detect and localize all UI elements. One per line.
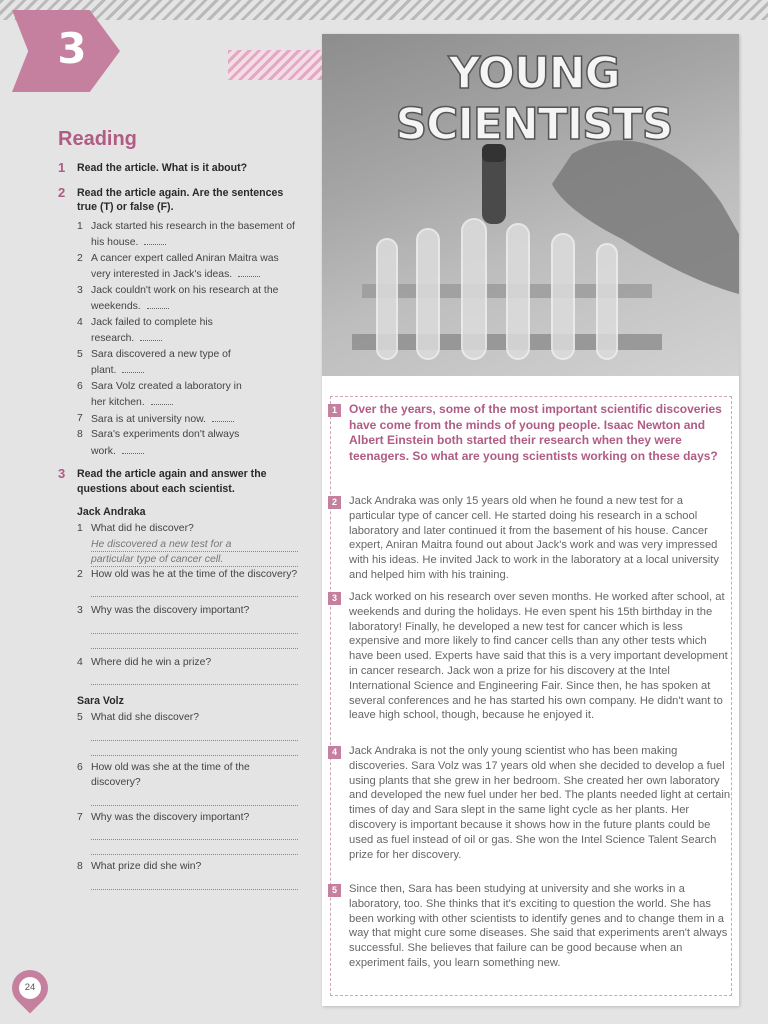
answer-blank[interactable] bbox=[140, 330, 162, 341]
unit-number: 3 bbox=[57, 24, 87, 73]
task-number: 1 bbox=[58, 160, 66, 175]
answer-line[interactable] bbox=[91, 582, 298, 597]
answer-blank[interactable] bbox=[212, 411, 234, 422]
paragraph-number: 5 bbox=[328, 884, 341, 897]
answer-line[interactable]: particular type of cancer cell. bbox=[91, 552, 298, 567]
list-item: 8 Sara's experiments don't always work. bbox=[77, 429, 240, 457]
paragraph-number: 1 bbox=[328, 404, 341, 417]
list-item: 3 Why was the discovery important? bbox=[77, 605, 250, 616]
answer-blank[interactable] bbox=[122, 362, 144, 373]
paragraph-1 bbox=[328, 402, 732, 464]
answer-line[interactable] bbox=[91, 619, 298, 634]
paragraph-text: Since then, Sara has been studying at university and she works in a laboratory, too. She thinks that it's exciting to question the world. She has been working with other scientists to identify genes and to change them in a way that might cure some diseases. She said that experiments aren't always successful. She believes that failure can be good because when an experiment fails, you learn something new. bbox=[349, 883, 728, 969]
lab-photo bbox=[322, 34, 739, 376]
exercise-column bbox=[58, 128, 298, 890]
task-number: 2 bbox=[58, 184, 66, 200]
paragraph-number: 3 bbox=[328, 592, 341, 605]
answer-line[interactable] bbox=[91, 825, 298, 840]
paragraph-2 bbox=[328, 494, 732, 583]
answer-line[interactable] bbox=[91, 840, 298, 855]
list-item: 5 What did she discover? bbox=[77, 712, 200, 723]
paragraph-5 bbox=[328, 882, 732, 971]
task-3 bbox=[58, 467, 298, 496]
list-item: 6 How old was she at the time of the discovery? bbox=[77, 761, 250, 788]
list-item: 7 Sara is at university now. bbox=[77, 411, 298, 428]
list-item: 6 Sara Volz created a laboratory in her kitchen. bbox=[77, 380, 242, 408]
list-item: 4 Jack failed to complete his research. bbox=[77, 316, 213, 344]
sara-questions bbox=[77, 710, 298, 890]
task-instruction: Read the article again. Are the sentences true (T) or false (F). bbox=[77, 186, 284, 213]
list-item: 1 Jack started his research in the basement of his house. bbox=[77, 220, 295, 248]
list-item: 7 Why was the discovery important? bbox=[77, 811, 250, 823]
jack-questions bbox=[77, 521, 298, 685]
list-item: 2 How old was he at the time of the discovery? bbox=[77, 568, 298, 580]
paragraph-number: 4 bbox=[328, 746, 341, 759]
answer-line[interactable] bbox=[91, 670, 298, 685]
answer-blank[interactable] bbox=[144, 234, 166, 245]
answer-line[interactable]: He discovered a new test for a bbox=[91, 537, 298, 552]
answer-blank[interactable] bbox=[122, 443, 144, 454]
page-number: 24 bbox=[19, 977, 41, 999]
scientist-name-sara: Sara Volz bbox=[77, 695, 124, 707]
list-item: 4 Where did he win a prize? bbox=[77, 656, 212, 668]
answer-blank[interactable] bbox=[147, 298, 169, 309]
paragraph-number: 2 bbox=[328, 496, 341, 509]
task-number: 3 bbox=[58, 466, 66, 481]
true-false-list bbox=[77, 219, 298, 460]
answer-line[interactable] bbox=[91, 875, 298, 890]
answer-blank[interactable] bbox=[151, 394, 173, 405]
paragraph-4 bbox=[328, 744, 732, 862]
article-title: YOUNG SCIENTISTS bbox=[395, 48, 673, 150]
list-item: 8 What prize did she win? bbox=[77, 861, 202, 872]
list-item: 3 Jack couldn't work on his research at the weekends. bbox=[77, 284, 279, 312]
task-instruction: Read the article. What is it about? bbox=[77, 162, 248, 174]
list-item: 5 Sara discovered a new type of plant. bbox=[77, 348, 231, 376]
answer-line[interactable] bbox=[91, 634, 298, 649]
article-panel bbox=[322, 34, 739, 1006]
list-item: 2 A cancer expert called Aniran Maitra was very interested in Jack's ideas. bbox=[77, 252, 279, 280]
answer-line[interactable] bbox=[91, 741, 298, 756]
paragraph-text: Over the years, some of the most important scientific discoveries have come from the minds of young people. Isaac Newton and Albert Einstein both started their research when they were teenagers. So what are young scientists working on these days? bbox=[349, 402, 722, 463]
answer-line[interactable] bbox=[91, 726, 298, 741]
task-1 bbox=[58, 161, 298, 176]
list-item: 1 What did he discover? bbox=[77, 523, 194, 534]
task-2 bbox=[58, 186, 298, 215]
section-title: Reading bbox=[58, 128, 137, 150]
task-instruction: Read the article again and answer the questions about each scientist. bbox=[77, 468, 267, 495]
paragraph-text: Jack Andraka was only 15 years old when he found a new test for a particular type of cancer cell. He started doing his research in a school laboratory and later continued it from the basement of his house. Cancer expert, Aniran Maitra found out about Jack's work and was very impressed with his ideas. He invited Jack to work in the laboratory at a local university and helped him with his training. bbox=[349, 495, 719, 581]
top-stripe-decoration bbox=[0, 0, 768, 20]
pink-stripe-decoration bbox=[228, 50, 322, 80]
paragraph-text: Jack Andraka is not the only young scientist who has been making discoveries. Sara Volz was 17 years old when she decided to develop a fuel using plants that she grew in her bedroom. She created her own laboratory and developed the new fuel under her bed. The plants needed light at certain times of day and Sara slept in the same light cycle as her plants. Her discovery is important because it shows how in the future plants could be used as fuel instead of oil or gas. She won the Intel Science Talent Search prize for her discovery. bbox=[349, 745, 731, 861]
paragraph-text: Jack worked on his research over seven months. He worked after school, at weekends and during the holidays. He even spent his 15th birthday in the laboratory! Finally, he developed a new test for cancer which is less expensive and more likely to find cancer cells than any other tests which have been used. Experts have said that this is a very important development in cancer research. Jack won a prize for his discovery at the Intel International Science and Engineering Fair. Since then, he has spoken at several conferences and he has started his own company. He didn't want to leave high school, though, because he enjoyed it. bbox=[349, 591, 728, 722]
paragraph-3 bbox=[328, 590, 732, 723]
scientist-name-jack: Jack Andraka bbox=[77, 506, 146, 518]
answer-line[interactable] bbox=[91, 791, 298, 806]
answer-blank[interactable] bbox=[238, 266, 260, 277]
